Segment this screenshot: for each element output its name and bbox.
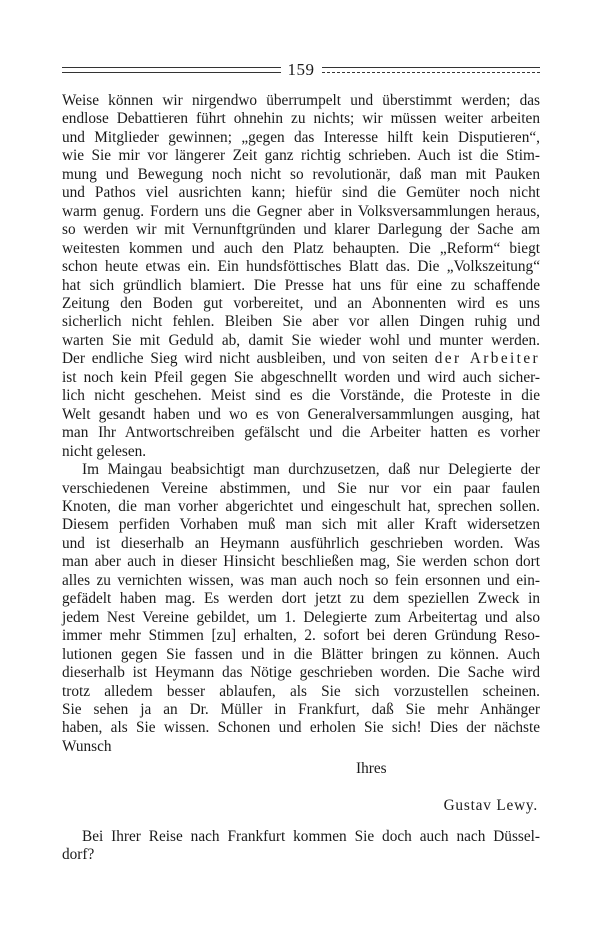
text-line: Knoten, die man vorher abgerichtet und eingeschult hat, sprechen sollen. [62, 497, 540, 515]
text-line: und Mitglieder gewinnen; „gegen das Interesse hilft kein Disputieren“, [62, 128, 540, 146]
text-line: Im Maingau beabsichtigt man durchzusetzen, daß nur Delegierte der [82, 461, 540, 479]
text-line: haben, als Sie wissen. Schonen und erholen Sie sich! Dies der nächste [62, 719, 540, 737]
text-segment: Der endliche Sieg wird nicht ausbleiben, und von seiten [62, 350, 428, 368]
text-line: man aber auch in dieser Hinsicht beschließen mag, Sie werden schon dort [62, 553, 540, 571]
text-line: dorf? [62, 846, 95, 864]
emphasized-text: der Arbeiter [434, 350, 540, 368]
text-line: mung und Bewegung noch nicht so revolutionär, daß man mit Pauken [62, 165, 540, 183]
text-line: endlose Debattieren führt ohnehin zu nichts; wir müssen weiter arbeiten [62, 110, 540, 128]
text-line: man Ihr Antwortschreiben gefälscht und die Arbeiter hatten es vorher [62, 424, 540, 442]
page-header [62, 58, 540, 82]
letter-signature: Gustav Lewy. [443, 797, 538, 814]
text-line: weitesten kommen und auch den Platz behaupten. Die „Reform“ biegt [62, 239, 540, 257]
text-line: dieserhalb ist Heymann das Nötige geschrieben worden. Die Sache wird [62, 664, 540, 682]
text-line: trotz alledem besser ablaufen, als Sie sich vorzustellen scheinen. [62, 682, 540, 700]
text-line: Diesem perfiden Vorhaben muß man sich mit aller Kraft widersetzen [62, 516, 540, 534]
text-line-with-emphasis [62, 350, 540, 368]
text-line: Zeitung den Boden gut vorbereitet, und an Abonnenten wird es uns [62, 294, 540, 312]
text-line: lutionen gegen Sie fassen und in die Blätter bringen zu können. Auch [62, 645, 540, 663]
text-line: so werden wir mit Vernunftgründen und klarer Darlegung der Sache am [62, 221, 540, 239]
text-line: sicherlich nicht fehlen. Bleiben Sie aber vor allen Dingen ruhig und [62, 313, 540, 331]
text-line: ist noch kein Pfeil gegen Sie abgeschnellt worden und wird auch sicher- [62, 368, 540, 386]
letter-closing: Ihres [356, 760, 387, 777]
text-line: Wunsch [62, 737, 112, 755]
page-number: 159 [287, 60, 315, 79]
text-line: schon heute etwas ein. Ein hundsföttisches Blatt das. Die „Volkszeitung“ [62, 258, 540, 276]
text-line: gefädelt haben mag. Es werden dort jetzt zu dem speziellen Zweck in [62, 590, 540, 608]
text-line: alles zu vernichten wissen, was man auch noch so fein ersonnen und ein- [62, 571, 540, 589]
text-line: hat sich gründlich blamiert. Die Presse hat uns für eine zu schaffende [62, 276, 540, 294]
text-line: Welt gesandt haben und wo es von Generalversammlungen ausging, hat [62, 405, 540, 423]
text-line: verschiedenen Vereine abstimmen, und Sie nur vor ein paar faulen [62, 479, 540, 497]
text-line: Bei Ihrer Reise nach Frankfurt kommen Sie doch auch nach Düssel- [82, 828, 540, 845]
header-rule-right [322, 67, 541, 73]
text-line: und Pathos viel ausrichten kann; hiefür sind die Gemüter noch nicht [62, 184, 540, 202]
text-line: jedem Nest Vereine gebildet, um 1. Delegierte zum Arbeitertag und also [62, 608, 540, 626]
text-line: und ist dieserhalb an Heymann ausführlich geschrieben worden. Was [62, 534, 540, 552]
text-line: warten Sie mit Geduld ab, damit Sie wieder wohl und munter werden. [62, 331, 540, 349]
text-line: warm genug. Fordern uns die Gegner aber in Volksversammlungen heraus, [62, 202, 540, 220]
text-line: immer mehr Stimmen [zu] erhalten, 2. sofort bei deren Gründung Reso- [62, 627, 540, 645]
postscript [62, 828, 540, 865]
text-line: lich nicht geschehen. Meist sind es die Vorstände, die Proteste in die [62, 387, 540, 405]
text-line: nicht gelesen. [62, 442, 147, 460]
letter-body [62, 92, 540, 756]
text-line: Weise können wir nirgendwo überrumpelt und überstimmt werden; das [62, 92, 540, 109]
header-rule-left [62, 67, 281, 73]
text-line: Sie sehen ja an Dr. Müller in Frankfurt, daß Sie mehr Anhänger [62, 700, 540, 718]
text-line: wie Sie mir vor längerer Zeit ganz richtig schrieben. Auch ist die Stim- [62, 147, 540, 165]
